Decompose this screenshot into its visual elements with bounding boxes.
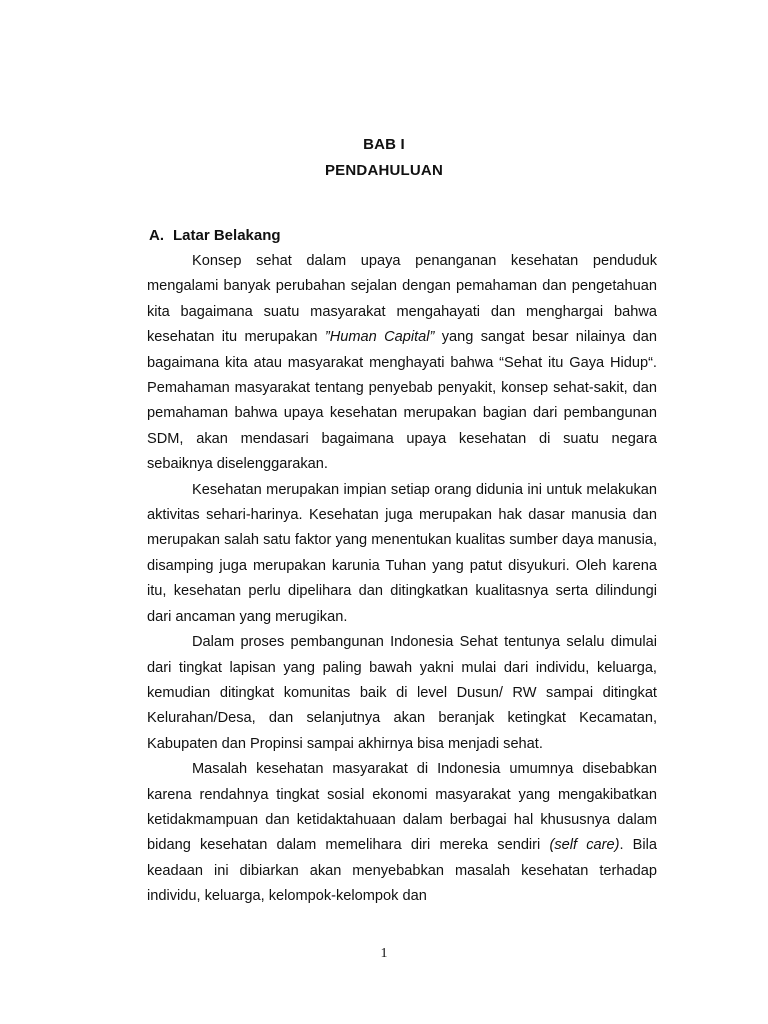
- paragraph: [147, 249, 657, 478]
- section-heading: [149, 227, 281, 244]
- paragraph: [147, 478, 657, 630]
- paragraph: [147, 757, 657, 909]
- section-title: Latar Belakang: [173, 227, 281, 244]
- italic-text-run: ”Human Capital”: [324, 329, 435, 346]
- text-run: Konsep sehat dalam upaya penanganan kesehatan penduduk mengalami banyak perubahan sejalan dengan pemahaman dan pengetahuan kita bagaimana suatu masyarakat mengahayati dan menghargai bahwa kesehatan itu merupakan: [147, 253, 657, 346]
- paragraph: [147, 630, 657, 757]
- text-run: Kesehatan merupakan impian setiap orang didunia ini untuk melakukan aktivitas sehari-harinya. Kesehatan juga merupakan hak dasar manusia dan merupakan salah satu faktor yang menentukan kualitas sumber daya manusia, disamping juga merupakan karunia Tuhan yang patut disyukuri. Oleh karena itu, kesehatan perlu dipelihara dan ditingkatkan kualitasnya serta dilindungi dari ancaman yang merugikan.: [147, 481, 657, 625]
- body-text: [147, 249, 657, 910]
- italic-text-run: (self care): [549, 837, 620, 854]
- text-run: . Bila keadaan ini dibiarkan akan menyebabkan masalah kesehatan terhadap individu, keluarga, kelompok-kelompok dan: [147, 837, 658, 905]
- section-marker: A.: [149, 227, 164, 244]
- page-number: 1: [380, 946, 388, 961]
- chapter-number: BAB I: [363, 136, 405, 153]
- text-run: Dalam proses pembangunan Indonesia Sehat tentunya selalu dimulai dari tingkat lapisan yang paling bawah yakni mulai dari individu, keluarga, kemudian ditingkat komunitas baik di level Dusun/ RW sampai ditingkat Kelurahan/Desa, dan selanjutnya akan beranjak ketingkat Kecamatan, Kabupaten dan Propinsi sampai akhirnya bisa menjadi sehat.: [147, 634, 657, 752]
- text-run: yang sangat besar nilainya dan bagaimana kita atau masyarakat menghayati bahwa “Sehat itu Gaya Hidup“. Pemahaman masyarakat tentang penyebab penyakit, konsep sehat-sakit, dan pemahaman bahwa upaya kesehatan merupakan bagian dari pembangunan SDM, akan mendasari bagaimana upaya kesehatan di suatu negara sebaiknya diselenggarakan.: [147, 329, 657, 473]
- text-run: Masalah kesehatan masyarakat di Indonesia umumnya disebabkan karena rendahnya tingkat sosial ekonomi masyarakat yang mengakibatkan ketidakmampuan dan ketidaktahuaan dalam berbagai hal khususnya dalam bidang kesehatan dalam memelihara diri mereka sendiri: [147, 761, 657, 854]
- chapter-title: PENDAHULUAN: [324, 162, 444, 179]
